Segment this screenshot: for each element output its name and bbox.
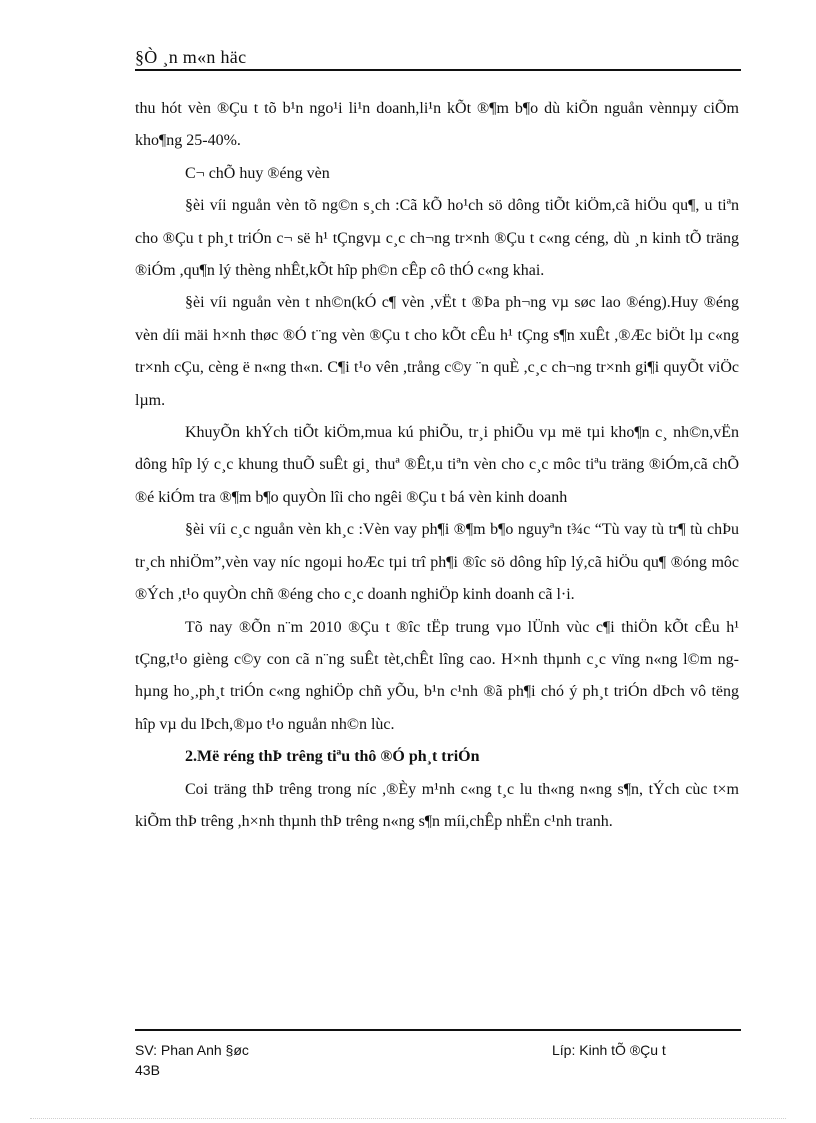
paragraph-5: KhuyÕn khÝch tiÕt kiÖm,mua kú phiÕu, tr¸i phiÕu vµ më tµi kho¶n c¸ nh©n,vËn dông hîp lý c¸c khung thuÕ suÊt gi¸ thuª ®Êt,u tiªn vèn cho c¸c môc tiªu träng ®iÓm,cã chÕ ®é kiÓm tra ®¶m b¶o quyÒn lîi cho ngêi ®Çu t bá vèn kinh doanh — [135, 424, 739, 506]
document-body — [135, 93, 739, 838]
paragraph-2: C¬ chÕ huy ®éng vèn — [185, 164, 330, 182]
paragraph-3: §èi víi nguån vèn tõ ng©n s¸ch :Cã kÕ ho¹ch sö dông tiÕt kiÖm,cã hiÖu qu¶, u tiªn cho ®Çu t ph¸t triÓn c¬ së h¹ tÇngvµ c¸c ch¬ng tr×nh ®Çu t c«ng céng, dù ¸n kinh tÕ träng ®iÓm ,qu¶n lý thèng nhÊt,kÕt hîp ph©n cÊp cô thÓ c«ng khai. — [135, 197, 739, 280]
paragraph-7: Tõ nay ®Õn n¨m 2010 ®Çu t ®îc tËp trung vµo lÜnh vùc c¶i thiÖn kÕt cÊu h¹ tÇng,t¹o gièng c©y con cã n¨ng suÊt tèt,chÊt lîng cao. H×nh thµnh c¸c vïng n«ng l©m ng hµng ho¸,ph¸t triÓn c«ng nghiÖp chñ yÕu, b¹n c¹nh ®ã ph¶i chó ý ph¸t triÓn dÞch vô tëng hîp vµ du lÞch,®µo t¹o nguån nh©n lùc. — [135, 618, 739, 733]
paragraph-6: §èi víi c¸c nguån vèn kh¸c :Vèn vay ph¶i ®¶m b¶o nguyªn t¾c “Tù vay tù tr¶ tù chÞu tr¸ch nhiÖm”,vèn vay níc ngoµi hoÆc tµi trî ph¶i ®îc sö dông hîp lý,cã hiÖu qu¶ ®óng môc ®Ých ,t¹o quyÒn chñ ®éng cho c¸c doanh nghiÖp kinh doanh cã l·i. — [135, 521, 739, 604]
paragraph-1: thu hót vèn ®Çu t tõ b¹n ngo¹i li¹n doanh,li¹n kÕt ®¶m b¶o dù kiÕn nguån vènnµy ciÕm kho¶ng 25-40%. — [135, 100, 739, 150]
page-header-title: §Ò ¸n m«n häc — [135, 47, 247, 67]
page-bottom-border — [30, 1118, 786, 1119]
section-heading: 2.Më réng thÞ trêng tiªu thô ®Ó ph¸t triÓn — [185, 748, 480, 766]
paragraph-8: Coi träng thÞ trêng trong níc ,®Èy m¹nh c«ng t¸c lu th«ng n«ng s¶n, tÝch cùc t×m kiÕm thÞ trêng ,h×nh thµnh thÞ trêng n«ng s¶n míi,chÊp nhËn c¹nh tranh. — [135, 780, 739, 830]
footer-student-name: SV: Phan Anh §øc — [135, 1042, 249, 1058]
footer-divider — [135, 1029, 741, 1031]
footer-class-label: Líp: Kinh tÕ ®Çu t — [552, 1042, 666, 1058]
footer-student-class: 43B — [135, 1062, 160, 1078]
paragraph-4: §èi víi nguån vèn t nh©n(kÓ c¶ vèn ,vËt t ®Þa ph¬ng vµ søc lao ®éng).Huy ®éng vèn díi mäi h×nh thøc ®Ó t¨ng vèn ®Çu t cho kÕt cÊu h¹ tÇng s¶n xuÊt ,®Æc biÖt lµ c«ng tr×nh cÇu, cèng ë n«ng th«n. C¶i t¹o vên ,trång c©y ¨n quÈ ,c¸c ch¬ng tr×nh gi¶i quyÕt viÖc lµm. — [135, 294, 739, 409]
header-divider — [135, 69, 741, 71]
footer-student-info — [135, 1040, 249, 1080]
